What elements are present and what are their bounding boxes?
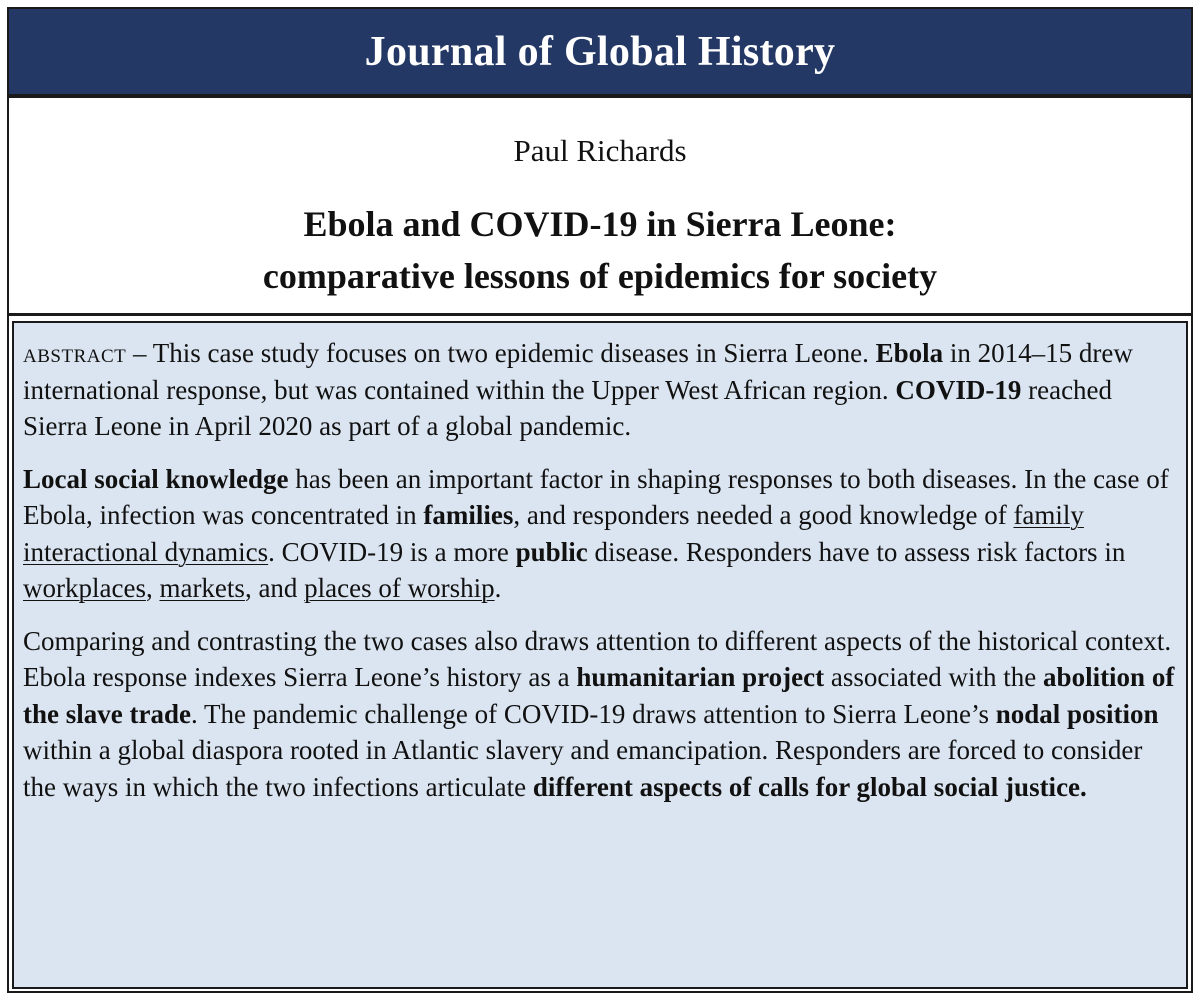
title-block (9, 98, 1191, 313)
abstract-paragraph-3 (23, 623, 1178, 806)
title-rule (9, 313, 1191, 316)
abstract-text: . The pandemic challenge of COVID-19 draws attention to Sierra Leone’s (190, 698, 996, 729)
article-title-line-1: Ebola and COVID-19 in Sierra Leone: (303, 204, 897, 244)
abstract-paragraph-2 (23, 461, 1178, 607)
emphasis-covid: COVID-19 (895, 374, 1022, 405)
abstract-label: abstract (23, 338, 127, 368)
abstract-text: disease. Responders have to assess risk factors in (587, 536, 1126, 567)
article-title-line-2: comparative lessons of epidemics for society (262, 256, 938, 296)
underline-places-of-worship: places of worship (304, 573, 495, 603)
author-name: Paul Richards (513, 133, 687, 168)
abstract-text: , and responders needed a good knowledge of (513, 500, 1014, 530)
abstract-text: – This case study focuses on two epidemic diseases in Sierra Leone. (126, 338, 876, 368)
article-card (7, 7, 1193, 993)
abstract-text: , (145, 573, 160, 603)
underline-family-dynamics: family interactional dynamics (23, 500, 1084, 567)
abstract-text: has been an important factor in shaping responses to both diseases. In the case of Ebola, infection was concentrated in (23, 463, 1169, 530)
emphasis-humanitarian-project: humanitarian project (576, 662, 825, 692)
emphasis-nodal-position: nodal position (995, 698, 1159, 729)
abstract-text: associated with the (824, 662, 1044, 692)
emphasis-families: families (423, 500, 514, 530)
abstract-paragraph-1 (23, 335, 1178, 445)
abstract-text: , and (244, 573, 305, 603)
abstract-box (12, 321, 1188, 989)
abstract-text: . COVID-19 is a more (268, 536, 516, 567)
article-title (9, 198, 1191, 302)
abstract-text: in 2014–15 drew international response, but was contained within the Upper West African region. (23, 338, 1133, 405)
abstract-text: reached Sierra Leone in April 2020 as part of a global pandemic. (23, 374, 1113, 441)
emphasis-ebola: Ebola (875, 338, 944, 368)
abstract-text: Comparing and contrasting the two cases also draws attention to different aspects of the historical context. Ebola response indexes Sierra Leone’s history as a (23, 625, 1172, 692)
abstract-text: . (494, 573, 502, 603)
abstract-text: within a global diaspora rooted in Atlantic slavery and emancipation. Responders are forced to consider the ways in which the two infections articulate (23, 735, 1143, 802)
journal-header (9, 9, 1191, 94)
emphasis-social-justice: different aspects of calls for global social justice. (532, 771, 1087, 802)
emphasis-abolition: abolition of the slave trade (23, 662, 1175, 729)
journal-title: Journal of Global History (364, 28, 836, 75)
underline-workplaces: workplaces (23, 573, 146, 603)
emphasis-local-social-knowledge: Local social knowledge (23, 463, 289, 494)
emphasis-public: public (515, 536, 588, 567)
underline-markets: markets (159, 573, 245, 603)
